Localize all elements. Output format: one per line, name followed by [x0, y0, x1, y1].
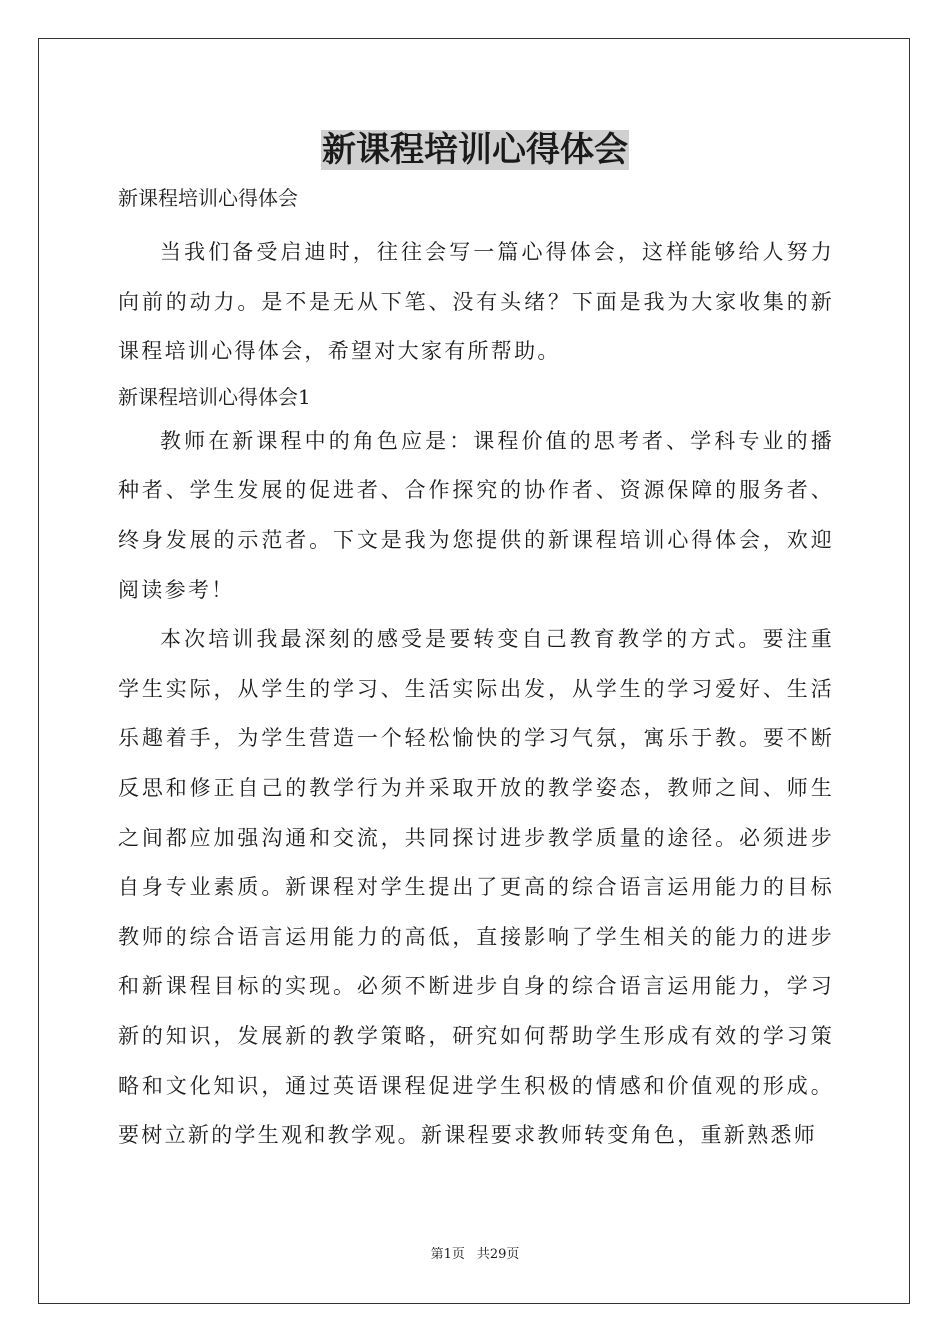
section-heading: 新课程培训心得体会1	[118, 384, 311, 409]
document-body	[118, 178, 834, 1161]
document-subtitle: 新课程培训心得体会	[118, 186, 298, 210]
page-number: 第1页	[430, 1247, 465, 1262]
document-title	[0, 128, 950, 172]
page-footer	[0, 1246, 950, 1264]
document-title-text: 新课程培训心得体会	[322, 130, 628, 170]
body-paragraph: 本次培训我最深刻的感受是要转变自己教育教学的方式。要注重学生实际，从学生的学习、生活实际出发，从学生的学习爱好、生活乐趣着手，为学生营造一个轻松愉快的学习气氛，寓乐于教。要不断反思和修正自己的教学行为并采取开放的教学姿态，教师之间、师生之间都应加强沟通和交流，共同探讨进步教学质量的途径。必须进步自身专业素质。新课程对学生提出了更高的综合语言运用能力的目标教师的综合语言运用能力的高低，直接影响了学生相关的能力的进步和新课程目标的实现。必须不断进步自身的综合语言运用能力，学习新的知识，发展新的教学策略，研究如何帮助学生形成有效的学习策略和文化知识，通过英语课程促进学生积极的情感和价值观的形成。要树立新的学生观和教学观。新课程要求教师转变角色，重新熟悉师	[118, 627, 834, 1148]
page-total: 共29页	[476, 1247, 520, 1262]
intro-paragraph: 当我们备受启迪时，往往会写一篇心得体会，这样能够给人努力向前的动力。是不是无从下笔、没有头绪？下面是我为大家收集的新课程培训心得体会，希望对大家有所帮助。	[118, 240, 834, 364]
body-paragraph: 教师在新课程中的角色应是：课程价值的思考者、学科专业的播种者、学生发展的促进者、合作探究的协作者、资源保障的服务者、终身发展的示范者。下文是我为您提供的新课程培训心得体会，欢迎阅读参考！	[118, 428, 834, 602]
